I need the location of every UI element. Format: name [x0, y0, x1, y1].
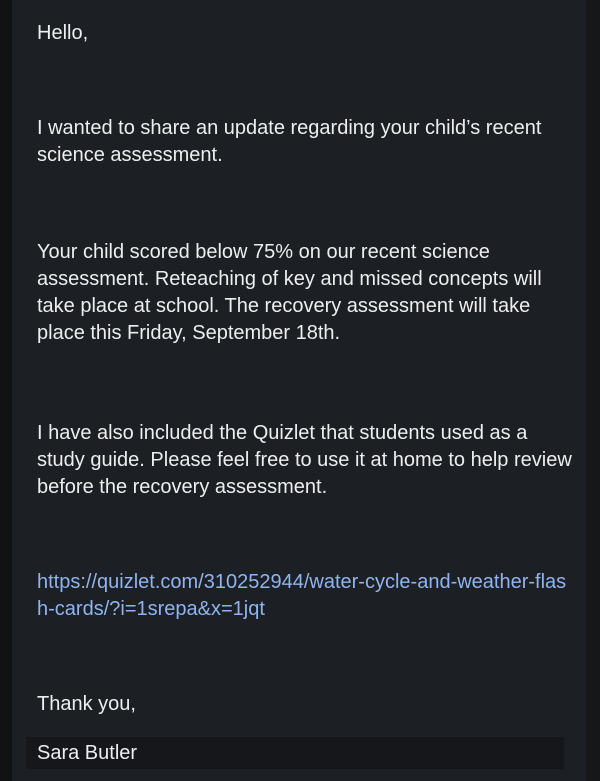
email-paragraph-study-guide: I have also included the Quizlet that students used as a study guide. Please feel free to use it at home to help review before the recovery assessment.	[37, 422, 572, 498]
email-paragraph-update: I wanted to share an update regarding your child’s recent science assessment.	[37, 117, 542, 166]
scrollbar-track[interactable]	[586, 0, 600, 781]
email-signoff: Thank you,	[37, 693, 136, 715]
email-signature: Sara Butler	[37, 742, 138, 764]
email-paragraph-score: Your child scored below 75% on our recent science assessment. Reteaching of key and missed concepts will take place at school. The recovery assessment will take place this Friday, September 18th.	[37, 241, 542, 344]
email-greeting: Hello,	[37, 22, 89, 44]
quizlet-link[interactable]: https://quizlet.com/310252944/water-cycle-and-weather-flash-cards/?i=1srepa&x=1jqt	[37, 571, 567, 620]
